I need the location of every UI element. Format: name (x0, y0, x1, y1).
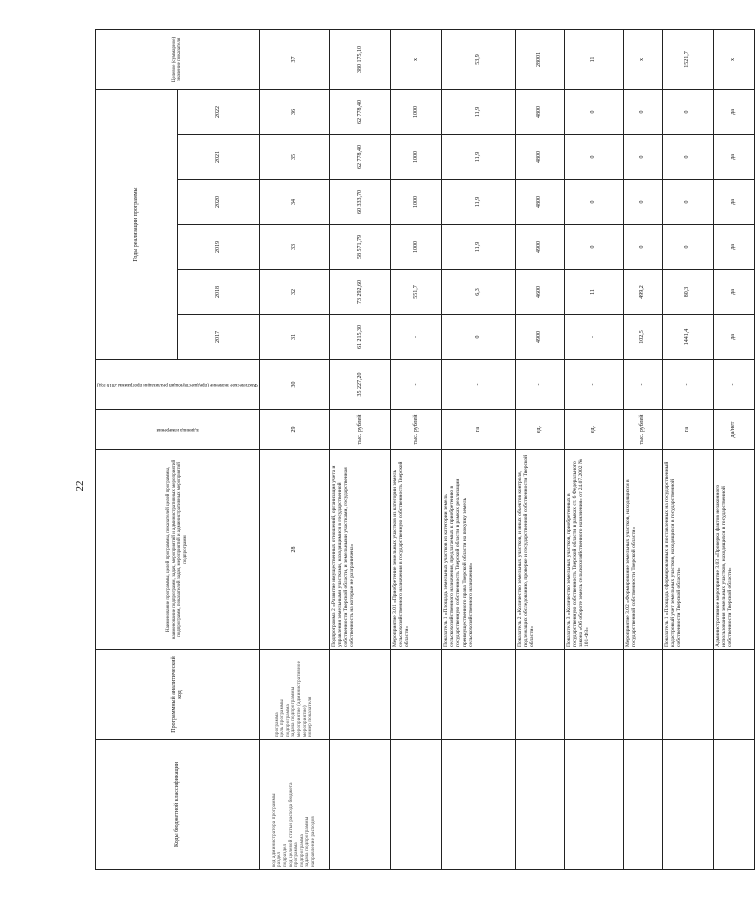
row-year-value: 11,9 (442, 180, 516, 225)
years-group-header: Годы реализации программы (96, 89, 178, 359)
row-year-value: 0 (662, 135, 713, 180)
row-year-value: 0 (623, 225, 662, 270)
row-total: x (391, 29, 442, 89)
row-base: 35 227,20 (329, 360, 390, 410)
table-row (662, 29, 713, 869)
year-header: 2021 (177, 135, 259, 180)
row-unit: тыс. рублей (329, 410, 390, 450)
row-name: Показатель 1 «Площадь земельных участков из категории земель сельскохозяйственного назначения, предлагаемых к приобретению в государственную собственность Тверской области в рамках реализации преимущественного права Тверской области на покупку земель сельскохозяйственного назначения» (442, 450, 516, 650)
index-cell: 37 (259, 29, 329, 89)
program-subcolumn: программа (274, 712, 280, 737)
program-code-cell (515, 650, 564, 740)
code-cell (515, 740, 564, 870)
code-cell (442, 740, 516, 870)
budget-program-table (95, 29, 755, 870)
row-year-value: 61 215,30 (329, 315, 390, 360)
row-year-value: 1000 (391, 89, 442, 134)
code-subcolumn: подпрограмма (299, 834, 305, 867)
row-base: - (515, 360, 564, 410)
row-base: - (442, 360, 516, 410)
row-name: Показатель 3 «Количество земельных участков, приобретенных в государственную собственность Тверской области в рамках ст. 6 Федерального закона «Об обороте земель сельскохозяйственного назначения» от 24.07.2002 № 101-ФЗ» (564, 450, 623, 650)
row-year-value: 80,3 (662, 270, 713, 315)
code-cell (662, 740, 713, 870)
code-subcolumns (259, 740, 329, 870)
base-column-header: Фактическое значение (предшествующий реализации программы 2016 год) (96, 360, 260, 410)
table-row (442, 29, 516, 869)
table-row (564, 29, 623, 869)
row-unit: тыс. рублей (623, 410, 662, 450)
code-cell (564, 740, 623, 870)
row-total: 1521,7 (662, 29, 713, 89)
row-base: - (713, 360, 754, 410)
row-year-value: 0 (662, 225, 713, 270)
row-base: - (564, 360, 623, 410)
code-subcolumn: задача подпрограммы (305, 816, 311, 867)
row-year-value: да (713, 135, 754, 180)
row-year-value: 4600 (515, 270, 564, 315)
row-name: Мероприятие 3.01 «Приобретение земельных участков из категории земель сельскохозяйственного назначения в государственную собственность Тверской области» (391, 450, 442, 650)
row-name: Показатель 1 «Площадь сформированных и поставленных на государственный кадастровый учет земельных участков, находящихся в государственной собственности Тверской области» (662, 450, 713, 650)
program-code-cell (564, 650, 623, 740)
row-year-value: 0 (442, 315, 516, 360)
row-year-value: 1000 (391, 135, 442, 180)
row-year-value: 0 (564, 89, 623, 134)
row-year-value: 11 (564, 270, 623, 315)
row-year-value: - (391, 315, 442, 360)
table-row (623, 29, 662, 869)
row-year-value: 62 778,40 (329, 89, 390, 134)
row-base: - (662, 360, 713, 410)
row-total: x (623, 29, 662, 89)
row-unit: ед. (564, 410, 623, 450)
row-name: Подпрограмма 2 «Развитие имущественных отношений, организация учета и управления земельными участками, находящимися в государственной собственности Тверской области, и земельными участками, государственная собственность на которые не разграничена» (329, 450, 390, 650)
row-year-value: 1441,4 (662, 315, 713, 360)
year-header: 2022 (177, 89, 259, 134)
program-subcolumn: задача подпрограммы (291, 686, 297, 737)
row-total: 11 (564, 29, 623, 89)
program-code-cell (442, 650, 516, 740)
row-year-value: 4900 (515, 225, 564, 270)
row-year-value: 4900 (515, 315, 564, 360)
program-subcolumn: мероприятие (административное мероприятие) (297, 660, 308, 737)
row-unit: да/нет (713, 410, 754, 450)
row-name: Административное мероприятие 3.03 «Проверка фактов незаконного использования земельных участков, находящихся в государственной собственности Тверской области» (713, 450, 754, 650)
index-cell: 31 (259, 315, 329, 360)
row-year-value: 1000 (391, 180, 442, 225)
row-year-value: 11,9 (442, 225, 516, 270)
row-year-value: 0 (564, 180, 623, 225)
row-base: - (391, 360, 442, 410)
table-inner (95, 36, 737, 870)
index-cell: 36 (259, 89, 329, 134)
code-subcolumn: раздел (277, 851, 283, 867)
program-code-cell (623, 650, 662, 740)
page-number: 22 (74, 480, 86, 492)
row-unit: га (442, 410, 516, 450)
row-year-value: 1000 (391, 225, 442, 270)
row-year-value: 0 (623, 89, 662, 134)
code-cell (713, 740, 754, 870)
row-year-value: 11,9 (442, 135, 516, 180)
index-cell: 30 (259, 360, 329, 410)
index-cell: 29 (259, 410, 329, 450)
table-row (713, 29, 754, 869)
program-subcolumn: цель программы (280, 699, 286, 737)
table-row (515, 29, 564, 869)
year-header: 2017 (177, 315, 259, 360)
codes-group-header: Коды бюджетной классификации (96, 740, 260, 870)
unit-column-header: Единица измерения (96, 410, 260, 450)
program-code-cell (713, 650, 754, 740)
code-subcolumn: подраздел (283, 843, 289, 867)
row-name: Показатель 2 «Количество земельных участков, и иных объектов контроля, подлежащих обследованию, проверке и государственной собственности Тверской области» (515, 450, 564, 650)
row-year-value: да (713, 225, 754, 270)
program-code-cell (391, 650, 442, 740)
code-cell (391, 740, 442, 870)
row-year-value: 11,9 (442, 89, 516, 134)
row-year-value: да (713, 270, 754, 315)
row-year-value: 60 333,70 (329, 180, 390, 225)
row-unit: га (662, 410, 713, 450)
row-year-value: 62 778,40 (329, 135, 390, 180)
year-header: 2019 (177, 225, 259, 270)
row-unit: тыс. рублей (391, 410, 442, 450)
row-year-value: 551,7 (391, 270, 442, 315)
index-cell: 34 (259, 180, 329, 225)
rotated-table-frame (95, 36, 737, 870)
row-year-value: 0 (564, 225, 623, 270)
code-subcolumn: направление расходов (311, 816, 317, 867)
row-year-value: 6,3 (442, 270, 516, 315)
code-cell (329, 740, 390, 870)
program-subcolumn: подпрограмма (285, 704, 291, 737)
row-year-value: 0 (623, 135, 662, 180)
year-header: 2020 (177, 180, 259, 225)
program-code-group-header: Программный аналитический код (96, 650, 260, 740)
code-subcolumn: программа (294, 842, 300, 867)
row-year-value: 58 571,79 (329, 225, 390, 270)
name-column-header: Наименование программы, целей программы, показателей целей программы, наименование подпрограмм, задач, мероприятий и административных мероприятий подпрограмм, показателей задач, мероприятий и административных мероприятий подпрограмм (96, 450, 260, 650)
index-cell: 28 (259, 450, 329, 650)
row-year-value: 499,2 (623, 270, 662, 315)
row-total: 28001 (515, 29, 564, 89)
row-year-value: 73 292,60 (329, 270, 390, 315)
row-year-value: 0 (623, 180, 662, 225)
index-cell: 33 (259, 225, 329, 270)
row-base: - (623, 360, 662, 410)
index-cell: 35 (259, 135, 329, 180)
row-total: 53,9 (442, 29, 516, 89)
row-year-value: - (564, 315, 623, 360)
table-row (329, 29, 390, 869)
code-cell (623, 740, 662, 870)
program-subcolumn: номер показателя (308, 696, 314, 737)
row-year-value: 4800 (515, 135, 564, 180)
row-year-value: 102,5 (623, 315, 662, 360)
row-year-value: да (713, 315, 754, 360)
total-column-header: Целевое (суммарное) значение показателя (96, 29, 260, 89)
table-row (391, 29, 442, 869)
row-name: Мероприятие 3.02 «Формирование земельных участков, находящихся в государственной собственности Тверской области» (623, 450, 662, 650)
program-subcolumns (259, 650, 329, 740)
row-year-value: да (713, 89, 754, 134)
row-total: 380 175,10 (329, 29, 390, 89)
row-year-value: 4800 (515, 89, 564, 134)
row-total: x (713, 29, 754, 89)
program-code-cell (329, 650, 390, 740)
program-code-cell (662, 650, 713, 740)
code-subcolumn: код целевой статьи расхода бюджета (288, 782, 294, 867)
row-year-value: да (713, 180, 754, 225)
row-year-value: 0 (662, 89, 713, 134)
row-year-value: 4800 (515, 180, 564, 225)
year-header: 2018 (177, 270, 259, 315)
row-year-value: 0 (564, 135, 623, 180)
row-unit: ед. (515, 410, 564, 450)
code-subcolumn: код администратора программы (271, 793, 277, 867)
index-cell: 32 (259, 270, 329, 315)
row-year-value: 0 (662, 180, 713, 225)
